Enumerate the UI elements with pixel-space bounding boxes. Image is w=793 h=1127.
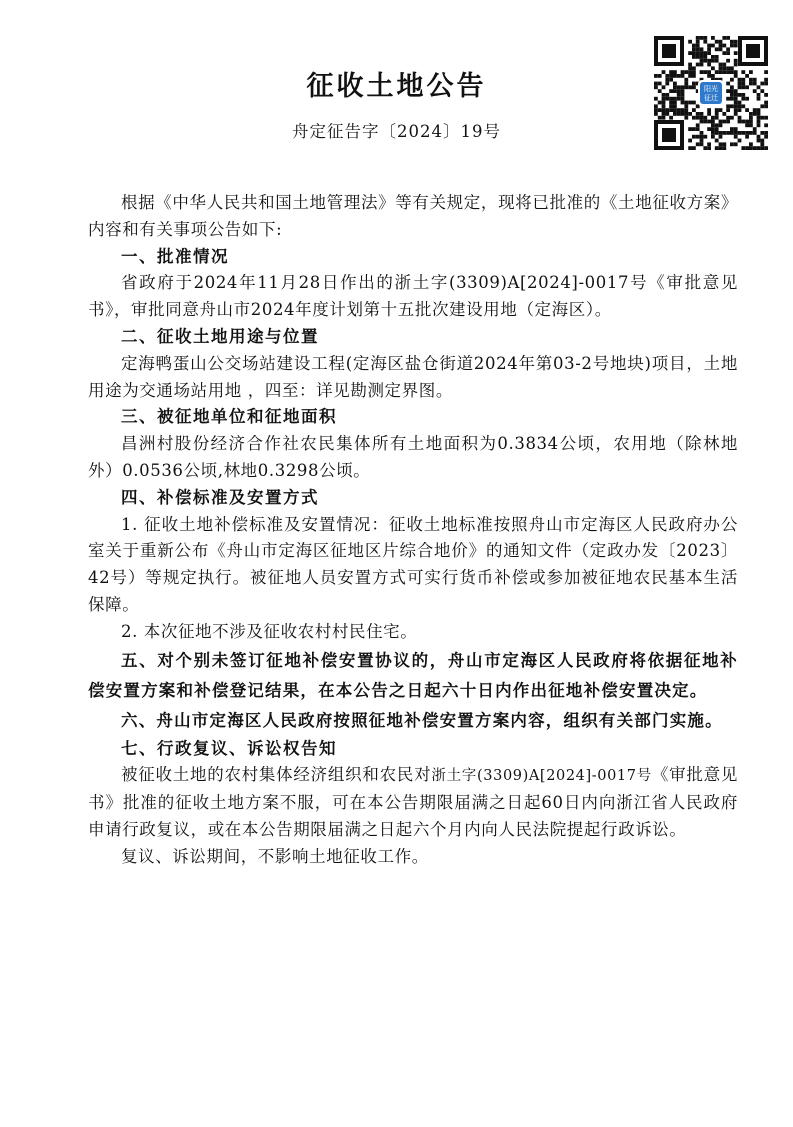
section-2-text: 定海鸭蛋山公交场站建设工程(定海区盐仓街道2024年第03-2号地块)项目，土地用途为交通场站用地 ，四至：详见勘测定界图。 bbox=[88, 353, 738, 400]
section-1-text: 省政府于2024年11月28日作出的浙土字(3309)A[2024]-0017号《审批意见书》，审批同意舟山市2024年度计划第十五批次建设用地（定海区）。 bbox=[88, 273, 738, 320]
section-7-approval-number: 浙土字(3309)A[2024]-0017号 bbox=[431, 768, 652, 785]
section-4-item-2: 2. 本次征地不涉及征收农村村民住宅。 bbox=[121, 621, 418, 641]
section-7-text bbox=[88, 762, 738, 843]
section-5-text: 五、对个别未签订征地补偿安置协议的，舟山市定海区人民政府将依据征地补偿安置方案和补偿登记结果，在本公告之日起六十日内作出征地补偿安置决定。 bbox=[88, 650, 738, 700]
page-title: 征收土地公告 bbox=[306, 71, 487, 102]
section-4-heading: 四、补偿标准及安置方式 bbox=[121, 487, 319, 507]
section-2-heading: 二、征收土地用途与位置 bbox=[121, 326, 319, 346]
section-1-heading: 一、批准情况 bbox=[121, 246, 229, 266]
section-3-heading: 三、被征地单位和征地面积 bbox=[121, 407, 337, 427]
notice-body bbox=[88, 190, 738, 871]
section-6-text: 六、舟山市定海区人民政府按照征地补偿安置方案内容，组织有关部门实施。 bbox=[121, 710, 723, 730]
section-7-text-c: 《审批意见书》批准的征收土地方案不服，可在本公告期限届满之日起60日内向浙江省人民政府申请行政复议，或在本公告期限届满之日起六个月内向人民法院提起行政诉讼。 bbox=[88, 765, 738, 839]
section-3-text: 昌洲村股份经济合作社农民集体所有土地面积为0.3834公顷，农用地（除林地外）0.0536公顷,林地0.3298公顷。 bbox=[88, 434, 738, 480]
section-7-heading: 七、行政复议、诉讼权告知 bbox=[121, 738, 337, 758]
section-7-text-a: 被征收土地的农村集体经济组织和农民对 bbox=[121, 765, 432, 785]
qr-badge-line1: 阳光 bbox=[704, 85, 718, 93]
document-number: 舟定征告字〔2024〕19号 bbox=[292, 122, 501, 141]
qr-badge-line2: 征迁 bbox=[704, 94, 718, 102]
section-7-text-2: 复议、诉讼期间，不影响土地征收工作。 bbox=[121, 846, 429, 866]
section-4-item-1: 1. 征收土地补偿标准及安置情况：征收土地标准按照舟山市定海区人民政府办公室关于重新公布《舟山市定海区征地区片综合地价》的通知文件（定政办发〔2023〕42号）等规定执行。被征地人员安置方式可实行货币补偿或参加被征地农民基本生活保障。 bbox=[88, 514, 738, 614]
intro-paragraph: 根据《中华人民共和国土地管理法》等有关规定，现将已批准的《土地征收方案》内容和有关事项公告如下: bbox=[88, 193, 738, 239]
